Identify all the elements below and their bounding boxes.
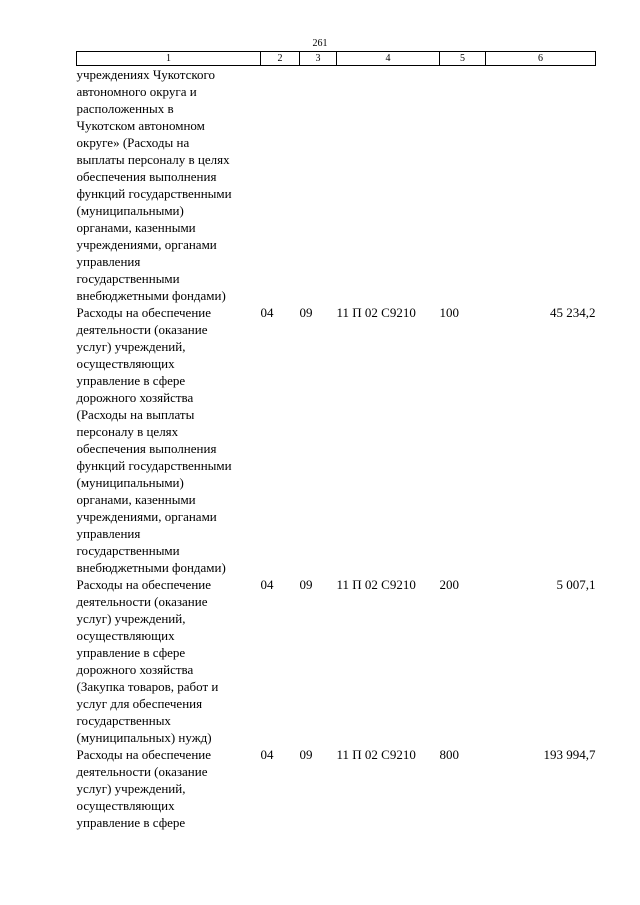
row-name: Расходы на обеспечение деятельности (оказание услуг) учреждений, осуществляющих управление в сфере дорожного хозяйства (Расходы на выплаты персоналу в целях обеспечения выполнения функций государственными (муниципальными) органами, казенными учреждениями, органами управления государственными внебюджетными фондами) [76,305,232,575]
column-header-2: 2 [261,52,300,66]
row-target-article: 11 П 02 С9210 [336,305,416,320]
row-section: 04 [260,747,274,762]
column-header-1: 1 [77,52,261,66]
column-header-5: 5 [440,52,486,66]
row-target-article: 11 П 02 С9210 [336,747,416,762]
table-row [77,304,596,576]
table-row [77,576,596,746]
page-number: 261 [312,38,328,49]
row-name: Расходы на обеспечение деятельности (оказание услуг) учреждений, осуществляющих управление в сфере [76,747,212,830]
row-amount: 5 007,1 [556,577,596,592]
row-section: 04 [260,577,274,592]
row-subsection: 09 [299,305,313,320]
row-section [261,66,300,305]
column-header-4: 4 [337,52,440,66]
row-subsection: 09 [299,747,313,762]
row-name: учреждениях Чукотского автономного округа и расположенных в Чукотском автономном округе» (Расходы на выплаты персоналу в целях обеспечения выполнения функций государственными (муниципальными) органами, казенными учреждениями, органами управления государственными внебюджетными фондами) [76,67,232,303]
row-amount [486,66,596,305]
row-amount: 45 234,2 [550,305,596,320]
row-subsection: 09 [299,577,313,592]
row-amount: 193 994,7 [543,747,596,762]
row-expense-type: 100 [439,305,459,320]
table-row [77,66,596,305]
row-section: 04 [260,305,274,320]
row-subsection [300,66,337,305]
row-expense-type: 800 [439,747,459,762]
row-target-article [337,66,440,305]
column-header-6: 6 [486,52,596,66]
row-name: Расходы на обеспечение деятельности (оказание услуг) учреждений, осуществляющих управление в сфере дорожного хозяйства (Закупка товаров, работ и услуг для обеспечения государственных (муниципальных) нужд) [76,577,219,745]
row-expense-type [440,66,486,305]
budget-table [76,51,596,831]
column-header-3: 3 [300,52,337,66]
table-header-row [77,52,596,66]
row-expense-type: 200 [439,577,459,592]
row-target-article: 11 П 02 С9210 [336,577,416,592]
table-row [77,746,596,831]
